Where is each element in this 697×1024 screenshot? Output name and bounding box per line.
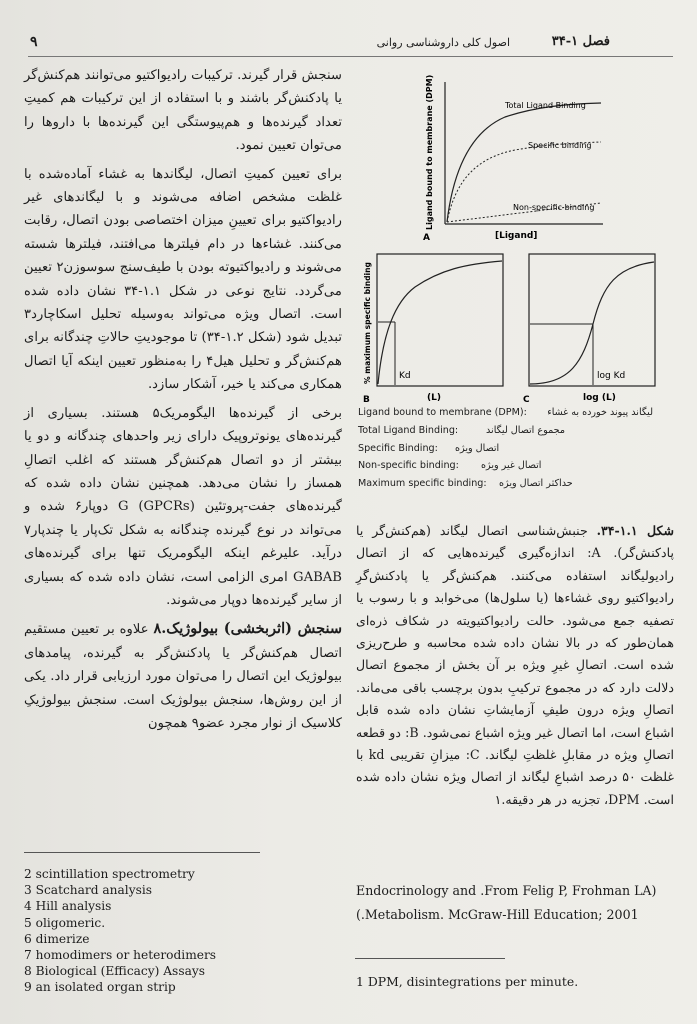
footnote-rule-right	[355, 958, 505, 959]
chapter-number: فصل ۱-۳۴	[551, 34, 610, 49]
running-header	[30, 32, 670, 58]
source-line-2: (.Metabolism. McGraw-Hill Education; 2001	[356, 907, 639, 922]
panel-c-x-label: log (L)	[583, 393, 616, 403]
binding-figure	[355, 62, 675, 412]
footnote: 7 homodimers or heterodimers	[24, 948, 217, 963]
legend-fa: اتصال ویژه	[455, 442, 500, 454]
legend-fa: لیگاند پیوند خورده به غشاء	[547, 407, 653, 418]
section-paragraph	[24, 617, 342, 735]
page-number: ۹	[30, 34, 38, 50]
panel-b-kd-label: Kd	[399, 371, 411, 381]
panel-c	[523, 254, 655, 405]
panel-c-letter: C	[523, 395, 530, 405]
binding-figure-svg	[355, 62, 675, 412]
panel-b-x-label: (L)	[427, 393, 441, 403]
caption-label: شکل ۱.۱-۳۴.	[596, 523, 674, 538]
panel-b-curve	[378, 261, 502, 384]
legend-en: Maximum specific binding:	[358, 478, 487, 490]
panel-c-curve	[530, 262, 654, 384]
panel-c-logkd-label: log Kd	[597, 371, 626, 381]
caption-text: جنبش‌شناسی اتصال لیگاند (هم‌کنش‌گر یا پادکنش‌گر). A: اندازه‌گیری گیرنده‌هایی که از اتصال رادیولیگاند استفاده می‌کنند. هم‌کنش‌گر یا پادکنش‌گرِ رادیواکتیو روی غشاءها (یا سلول‌ها) می‌خوابد و با رسوب یا تصفیه جمع می‌شود. حالت رادیواکتیویته در شکاف ذره‌ای همان‌طور که در بالا نشان داده شده محاسبه و طرح‌ریزی شده است. اتصالِ غیرِ ویژه بر آن بخش از مجموع اتصال دلالت دارد که در مجموع ترکیبِ بدون برچسب باقی می‌ماند. اتصالِ ویژه درون طیفِ آزمایشاتِ نشان داده شده قابل اشباع است، اما اتصال غیر ویژه اشباع نمی‌شود. B: دو قطعه اتصالِ ویژه در مقابلِ غلظتِ لیگاند. C: میزانِ تقریبی kd با غلظت ۵۰ درصد اشباعِ لیگاند از اتصال ویژه نشان داده شده است. DPM، تجزیه در هر دقیقه.۱	[356, 523, 674, 807]
footnote: 2 scintillation spectrometry	[24, 867, 195, 881]
legend-fa: اتصال غیر ویژه	[481, 460, 542, 472]
footnote: 3 Scatchard analysis	[24, 883, 152, 898]
section-heading: سنجش (اثربخشی) بیولوژیک.۸	[153, 620, 342, 638]
footnote: 4 Hill analysis	[24, 899, 112, 914]
legend-row	[358, 475, 653, 493]
legend-en: Total Ligand Binding:	[358, 424, 459, 436]
legend-fa: مجموع اتصال لیگاند	[486, 424, 565, 436]
panel-c-frame	[529, 254, 655, 386]
footnotes-left	[24, 852, 324, 996]
legend-en: Specific Binding:	[358, 442, 438, 454]
panel-a-x-label: [Ligand]	[495, 231, 538, 241]
legend-row	[358, 422, 653, 440]
figure-source	[356, 879, 674, 927]
footnote: 5 oligomeric.	[24, 915, 106, 930]
legend-fa: حداکثر اتصال ویژه	[499, 478, 573, 490]
panel-a	[423, 75, 603, 243]
header-rule	[28, 56, 673, 57]
running-title: اصول کلی داروشناسی روانی	[376, 36, 510, 49]
legend-row	[358, 457, 653, 475]
footnote-right: 1 DPM, disintegrations per minute.	[356, 974, 579, 989]
legend-en: Non-specific binding:	[358, 460, 459, 472]
footnote: 9 an isolated organ strip	[24, 980, 176, 995]
panel-a-y-label: Ligand bound to membrane (DPM)	[425, 74, 434, 230]
specific-binding-label: Specific binding	[528, 141, 592, 150]
footnote: 6 dimerize	[24, 931, 90, 946]
footnote: 8 Biological (Efficacy) Assays	[24, 964, 205, 979]
legend-en: Ligand bound to membrane (DPM):	[358, 407, 527, 418]
panel-b	[363, 254, 503, 405]
legend-row	[358, 404, 653, 422]
total-binding-label: Total Ligand Binding	[505, 101, 586, 110]
section-text: علاوه بر تعیین مستقیم اتصال هم‌کنش‌گر یا پادکنش‌گر به گیرنده، پیامدهای بیولوژیک این اتصال را می‌توان مورد ارزیابی قرار داد. یکی از این روش‌ها، سنجش بیولوژیک است. سنجش بیولوژیکِ کلاسیک از نوار مجرد عضو۹ همچون	[24, 622, 342, 731]
paragraph-3: برخی از گیرنده‌ها الیگومریک۵ هستند. بسیاری از گیرنده‌های یونوتروپیک دارای زیر واحدهای چندگانه و دو یا بیشتر از دو اتصال هم‌کنش‌گر هستند که اغلب اتصالِ همساز را نشان می‌دهد. همچنین نشان داده شده که گیرنده‌های جفت‌-پروتئین G (GPCRs) دوپار۶ شده و می‌تواند در نوع گیرنده چندگانه به شکل تک‌پار یا چندپار۷ درآید. علیرغم اینکه الیگومریک تنها برای گیرنده‌های GABAB امری الزامی است، نشان داده شده که بسیاری از سایر گیرنده‌ها دوپار می‌شوند.	[24, 405, 342, 608]
nonspecific-binding-label: Non-specific binding	[513, 203, 595, 212]
paragraph-1: سنجش قرار گیرند. ترکیبات رادیواکتیو می‌توانند هم‌کنش‌گر یا پادکنش‌گر باشند و با استفاده از این ترکیبات هم کمیتِ تعداد گیرنده‌ها و هم‌پیوستگی این گیرنده‌ها با داروها را می‌توان تعیین نمود.	[24, 68, 342, 154]
paragraph-2: برای تعیین کمیتِ اتصال، لیگاندها به غشاء آماده‌شده با غلظت مشخص اضافه می‌شوند و با لیگاندهای غیر رادیواکتیو برای تعیینِ میزان اختصاصی بودن اتصال، رقابت می‌کنند. غشاءها در دام فیلترها می‌افتند، فیلترها شسته می‌شوند و رادیواکتیوته بودن با طیف‌سنج سوسوزن۲ تعیین می‌گردد. نتایج نوعی در شکل ۱.۱-۳۴ نشان داده شده است. اتصال ویژه می‌تواند به‌وسیله تحلیل اسکاچارد۳ تبدیل شود (شکل ۱.۲-۳۴) تا موجودیتِ حالاتِ چندگانه برای هم‌کنش‌گر و تحلیل هیل۴ را به‌منظور تعیین اینکه آیا اتصال همکاری می‌کند یا خیر، آشکار سازد.	[24, 166, 342, 393]
legend-row	[358, 440, 653, 458]
panel-a-letter: A	[423, 233, 430, 243]
figure-legend	[358, 404, 653, 493]
figure-caption	[356, 520, 674, 811]
body-text-column	[24, 64, 342, 735]
source-line-1: Endocrinology and .From Felig P, Frohman LA)	[356, 883, 657, 898]
panel-b-y-label: % maximum specific binding	[363, 262, 372, 384]
panel-b-letter: B	[363, 395, 370, 405]
